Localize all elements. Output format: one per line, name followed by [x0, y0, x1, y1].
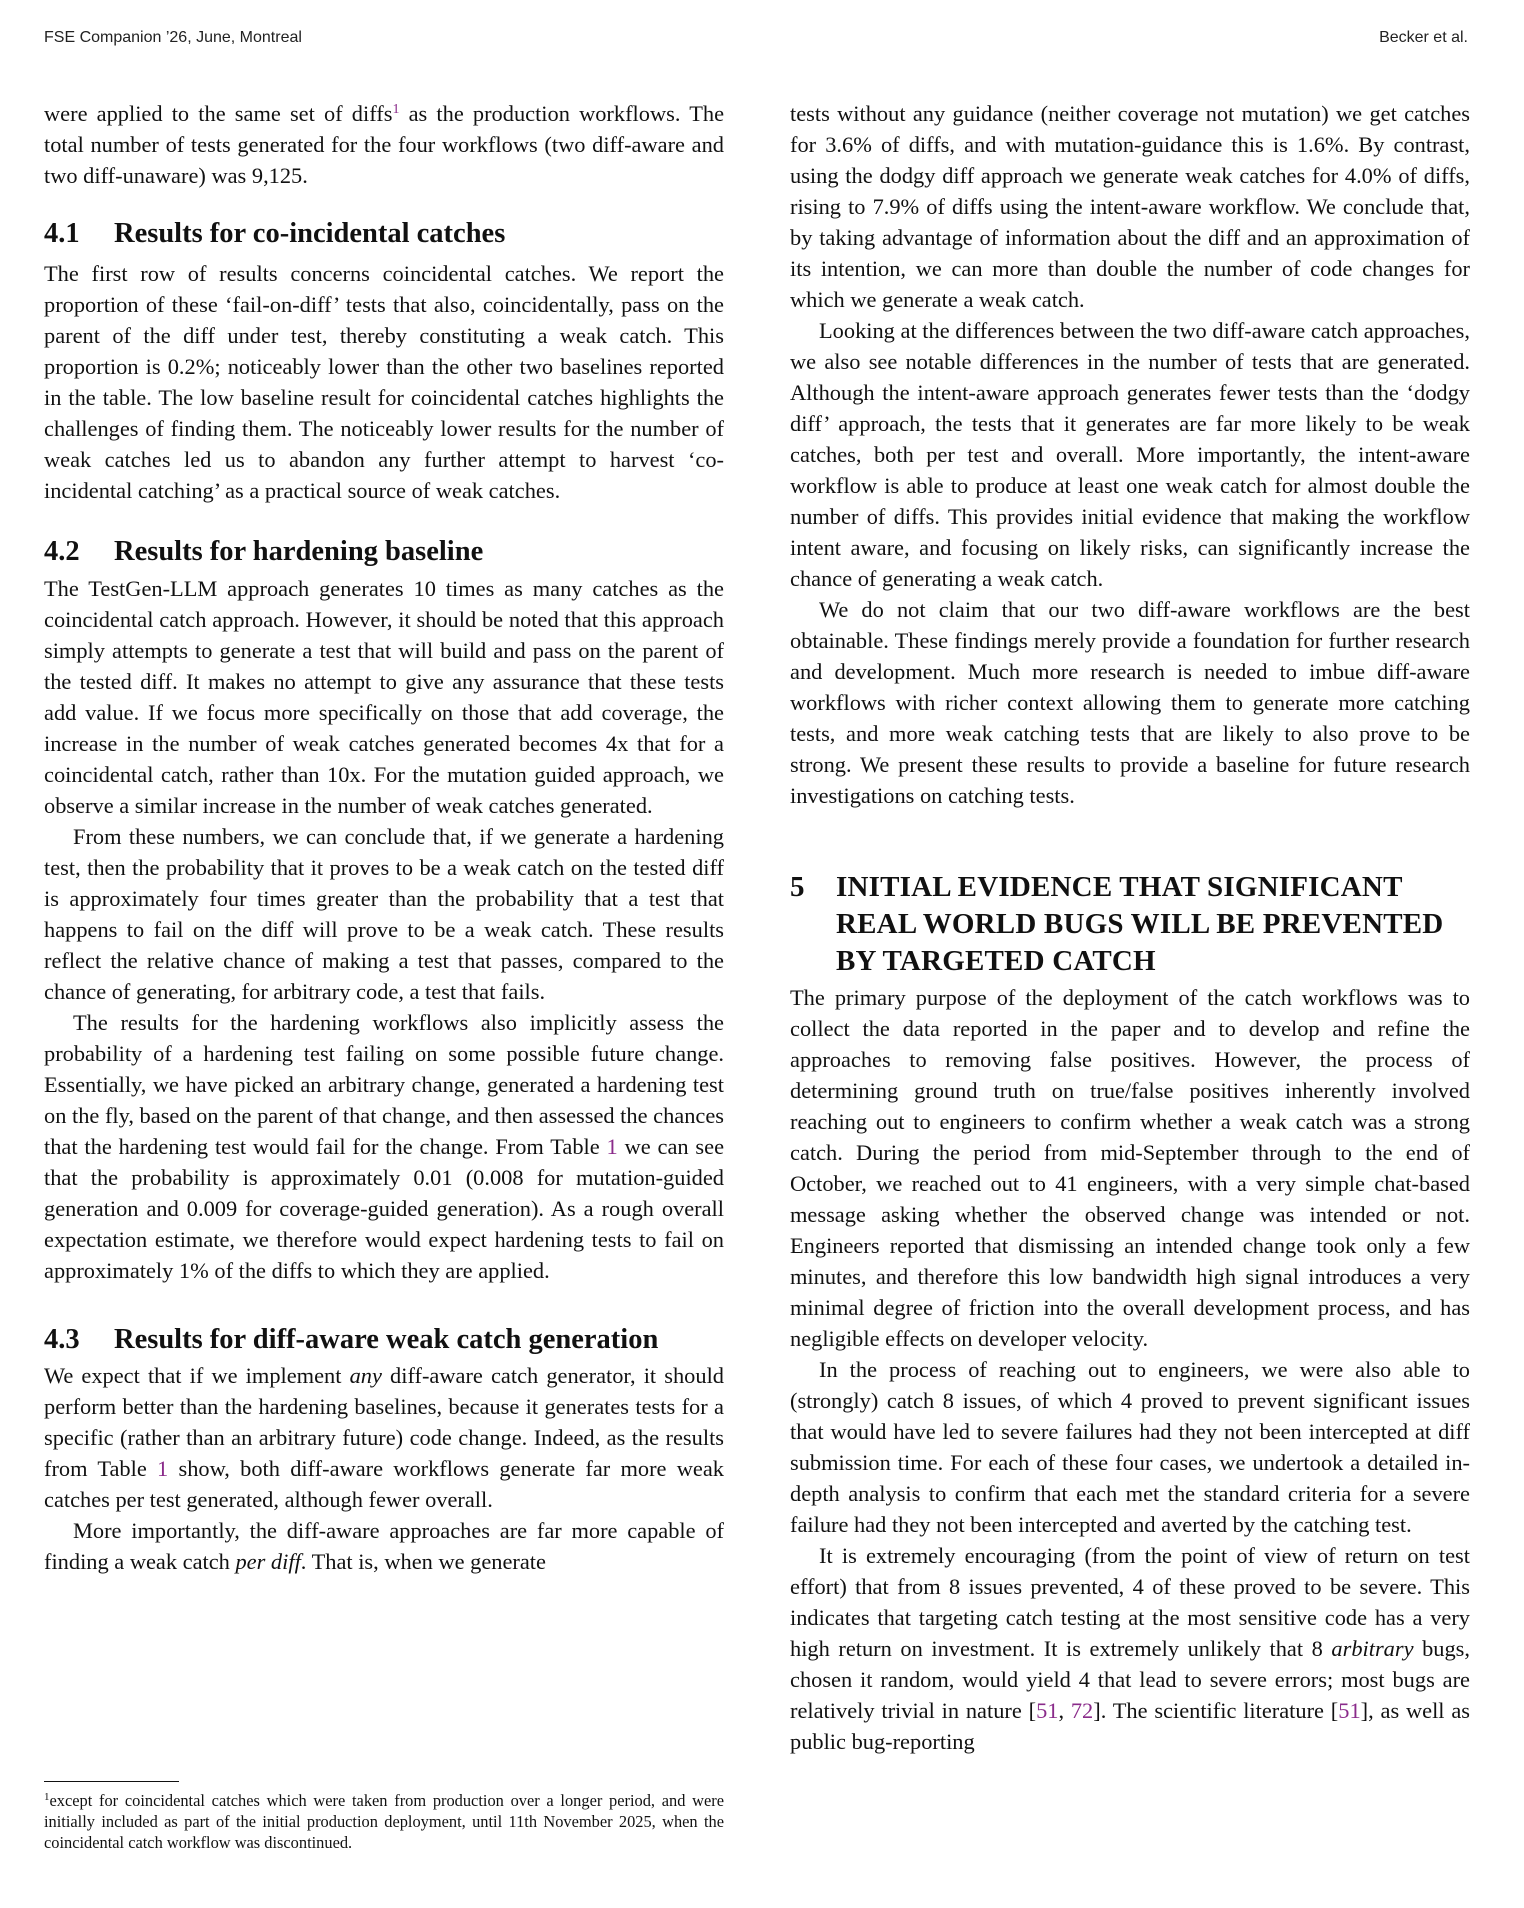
paragraph: It is extremely encouraging (from the point of view of return on test effort) that from 8 issues prevented, 4 of these proved to be severe. This indicates that targeting catch testing at the most sensitive code has a very high return on investment. It is extremely unlikely that 8 arbitrary bugs, chosen it random, would yield 4 that lead to severe errors; most bugs are relatively trivial in nature [51, 72]. The scientific literature [51], as well as public bug-reporting — [790, 1543, 1470, 1754]
footnote-mark: 1 — [44, 1791, 50, 1803]
paragraph: In the process of reaching out to engineers, we were also able to (strongly) catch 8 issues, of which 4 proved to prevent significant issues that would have led to severe failures had they not been intercepted at diff submission time. For each of these four cases, we undertook a detailed in-depth analysis to confirm that each met the standard criteria for a severe failure had they not been intercepted and averted by the catching test. — [790, 1357, 1470, 1537]
paragraph: The TestGen-LLM approach generates 10 times as many catches as the coincidental catch approach. However, it should be noted that this approach simply attempts to generate a test that will build and pass on the parent of the tested diff. It makes no attempt to give any assurance that these tests add value. If we focus more specifically on those that add coverage, the increase in the number of weak catches generated becomes 4x that for a coincidental catch, rather than 10x. For the mutation guided approach, we observe a similar increase in the number of weak catches generated. — [44, 576, 724, 818]
section-heading-5 — [790, 869, 1470, 980]
paragraph: From these numbers, we can conclude that, if we generate a hardening test, then the probability that it proves to be a weak catch on the tested diff is approximately four times greater than the probability that a test that happens to fail on the diff will prove to be a weak catch. These results reflect the relative chance of making a test that passes, compared to the chance of generating, for arbitrary code, a test that fails. — [44, 824, 724, 1004]
section-heading-4-1 — [44, 215, 724, 252]
section-heading-4-3 — [44, 1321, 724, 1358]
paragraph: More importantly, the diff-aware approaches are far more capable of finding a weak catch per diff. That is, when we generate — [44, 1518, 724, 1574]
left-column — [44, 98, 724, 1577]
section-number: 4.1 — [44, 218, 80, 249]
section-number: 4.2 — [44, 536, 80, 567]
table-ref-link[interactable]: 1 — [606, 1134, 618, 1159]
section-title: Results for hardening baseline — [114, 536, 484, 567]
intro-paragraph: were applied to the same set of diffs$^1$ as the production workflows. The total number of tests generated for the four workflows (two diff-aware and two diff-unaware) was 9,125. — [44, 101, 725, 188]
section-number: 5 — [790, 871, 805, 903]
citation-link[interactable]: 72 — [1070, 1698, 1094, 1723]
paragraph: We do not claim that our two diff-aware workflows are the best obtainable. These findings merely provide a foundation for further research and development. Much more research is needed to imbue diff-aware workflows with richer context allowing them to generate more catching tests, and more weak catching tests that are likely to also prove to be strong. We present these results to provide a baseline for future research investigations on catching tests. — [790, 597, 1470, 808]
paragraph: The first row of results concerns coincidental catches. We report the proportion of these ‘fail-on-diff’ tests that also, coincidentally, pass on the parent of the diff under test, thereby constituting a weak catch. This proportion is 0.2%; noticeably lower than the other two baselines reported in the table. The low baseline result for coincidental catches highlights the challenges of finding them. The noticeably lower results for the number of weak catches led us to abandon any further attempt to harvest ‘co-incidental catching’ as a practical source of weak catches. — [44, 261, 724, 503]
paragraph: tests without any guidance (neither coverage not mutation) we get catches for 3.6% of diffs, and with mutation-guidance this is 1.6%. By contrast, using the dodgy diff approach we generate weak catches for 4.0% of diffs, rising to 7.9% of diffs using the intent-aware workflow. We conclude that, by taking advantage of information about the diff and an approximation of its intention, we can more than double the number of code changes for which we generate a weak catch. — [790, 101, 1470, 312]
section-title: Results for diff-aware weak catch generation — [114, 1324, 659, 1355]
right-column — [790, 98, 1470, 1757]
citation-link[interactable]: 51 — [1036, 1698, 1059, 1723]
footnote-divider — [44, 1781, 179, 1782]
paragraph: We expect that if we implement any diff-aware catch generator, it should perform better than the hardening baselines, because it generates tests for a specific (rather than an arbitrary future) code change. Indeed, as the results from Table 1 show, both diff-aware workflows generate far more weak catches per test generated, although fewer overall. — [44, 1363, 724, 1512]
paragraph: Looking at the differences between the two diff-aware catch approaches, we also see notable differences in the number of tests that are generated. Although the intent-aware approach generates fewer tests than the ‘dodgy diff’ approach, the tests that it generates are far more likely to be weak catches, both per test and overall. More importantly, the intent-aware workflow is able to produce at least one weak catch for almost double the number of diffs. This provides initial evidence that making the workflow intent aware, and focusing on likely risks, can significantly increase the chance of generating a weak catch. — [790, 318, 1470, 591]
section-number: 4.3 — [44, 1324, 80, 1355]
author-running-head: Becker et al. — [1379, 29, 1468, 46]
section-title: Results for co-incidental catches — [114, 218, 506, 249]
footnote-area — [44, 1781, 724, 1853]
paragraph: The primary purpose of the deployment of the catch workflows was to collect the data reported in the paper and to develop and refine the approaches to removing false positives. However, the process of determining ground truth on true/false positives inherently involved reaching out to engineers to confirm whether a weak catch was a strong catch. During the period from mid-September through to the end of October, we reached out to 41 engineers, with a very simple chat-based message asking whether the observed change was intended or not. Engineers reported that dismissing an intended change took only a few minutes, and therefore this low bandwidth high signal introduces a very minimal degree of friction into the overall development process, and has negligible effects on developer velocity. — [790, 985, 1470, 1351]
running-header — [44, 29, 1468, 47]
footnote-ref-link[interactable]: 1 — [392, 102, 400, 117]
table-ref-link[interactable]: 1 — [157, 1456, 169, 1481]
section-heading-4-2 — [44, 533, 724, 570]
paragraph: The results for the hardening workflows also implicitly assess the probability of a hardening test failing on some possible future change. Essentially, we have picked an arbitrary change, generated a hardening test on the fly, based on the parent of that change, and then assessed the chances that the hardening test would fail for the change. From Table 1 we can see that the probability is approximately 0.01 (0.008 for mutation-guided generation and 0.009 for coverage-guided generation). As a rough overall expectation estimate, we therefore would expect hardening tests to fail on approximately 1% of the diffs to which they are applied. — [44, 1010, 725, 1283]
citation-link[interactable]: 51 — [1338, 1698, 1361, 1723]
footnote: $^1$except for coincidental catches which were taken from production over a longer period, and were initially included as part of the initial production deployment, until 11th November 2025, when the coincidental catch workflow was discontinued. — [44, 1791, 724, 1852]
conference-name: FSE Companion ’26, June, Montreal — [44, 29, 302, 46]
section-title: INITIAL EVIDENCE THAT SIGNIFICANT REAL WORLD BUGS WILL BE PREVENTED BY TARGETED CATCH — [836, 871, 1444, 977]
